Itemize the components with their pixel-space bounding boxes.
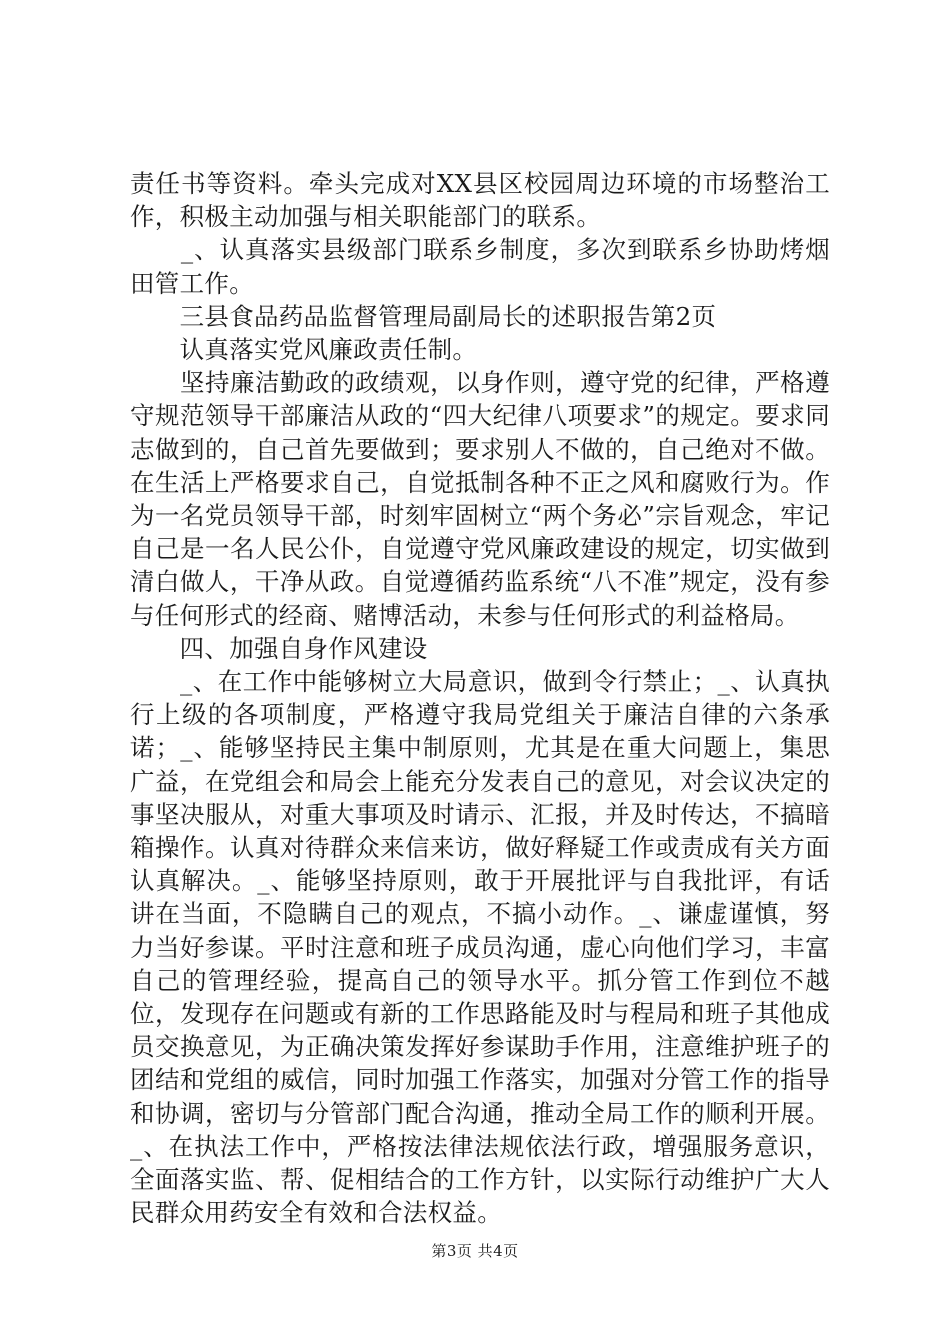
paragraph-page-reference: 三县食品药品监督管理局副局长的述职报告第2页 [130, 301, 717, 331]
section-heading-work-style: 四、加强自身作风建设 [130, 633, 428, 663]
paragraph-county-liaison: _、认真落实县级部门联系乡制度，多次到联系乡协助烤烟田管工作。 [130, 235, 830, 298]
document-body [130, 167, 830, 1230]
paragraph-continuation: 责任书等资料。牵头完成对XX县区校园周边环境的市场整治工作，积极主动加强与相关职能部门的联系。 [130, 169, 830, 232]
paragraph-integrity: 坚持廉洁勤政的政绩观，以身作则，遵守党的纪律，严格遵守规范领导干部廉洁从政的“四大纪律八项要求”的规定。要求同志做到的，自己首先要做到；要求别人不做的，自己绝对不做。在生活上严格要求自己，自觉抵制各种不正之风和腐败行为。作为一名党员领导干部，时刻牢固树立“两个务必”宗旨观念，牢记自己是一名人民公仆，自觉遵守党风廉政建设的规定，切实做到清白做人，干净从政。自觉遵循药监系统“八不准”规定，没有参与任何形式的经商、赌博活动，未参与任何形式的利益格局。 [130, 368, 830, 630]
paragraph-work-style: _、在工作中能够树立大局意识，做到令行禁止；_、认真执行上级的各项制度，严格遵守我局党组关于廉洁自律的六条承诺；_、能够坚持民主集中制原则，尤其是在重大问题上，集思广益，在党组会和局会上能充分发表自己的意见，对会议决定的事坚决服从，对重大事项及时请示、汇报，并及时传达，不搞暗箱操作。认真对待群众来信来访，做好释疑工作或责成有关方面认真解决。_、能够坚持原则，敢于开展批评与自我批评，有话讲在当面，不隐瞒自己的观点，不搞小动作。_、谦虚谨慎，努力当好参谋。平时注意和班子成员沟通，虚心向他们学习，丰富自己的管理经验，提高自己的领导水平。抓分管工作到位不越位，发现存在问题或有新的工作思路能及时与程局和班子其他成员交换意见，为正确决策发挥好参谋助手作用，注意维护班子的团结和党组的威信，同时加强工作落实，加强对分管工作的指导和协调，密切与分管部门配合沟通，推动全局工作的顺利开展。_、在执法工作中，严格按法律法规依法行政，增强服务意识，全面落实监、帮、促相结合的工作方针，以实际行动维护广大人民群众用药安全有效和合法权益。 [130, 667, 830, 1228]
section-heading-integrity: 认真落实党风廉政责任制。 [130, 335, 478, 365]
page-footer: 第3页 共4页 [431, 1242, 519, 1260]
